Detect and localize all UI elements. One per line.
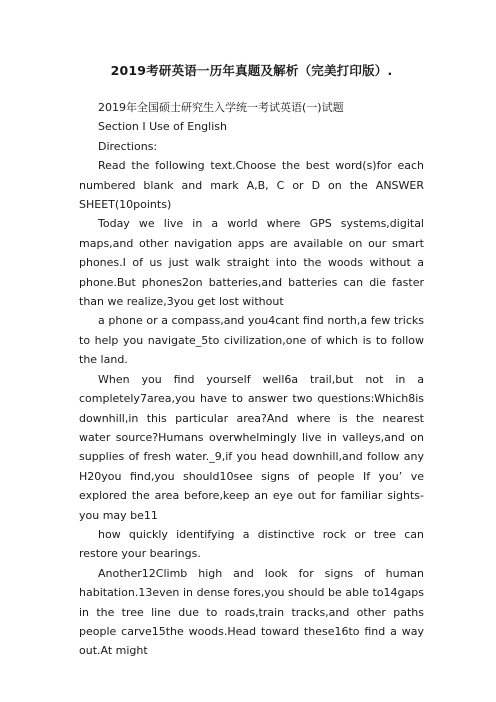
document-page [79, 62, 424, 661]
passage-paragraph-3: When you find yourself well6a trail,but not in a completely7area,you have to answer two questions:Which8is downhill,in this particular area?And where is the nearest water source?Humans overwhelmingly live in valleys,and on supplies of fresh water._9,if you head downhill,and follow any H20you find,you should10see signs of people If you’ ve explored the area before,keep an eye out for familiar sights-you may be11 [79, 372, 424, 522]
directions-label: Directions: [98, 139, 158, 153]
passage-paragraph-5: Another12Climb high and look for signs of human habitation.13even in dense fores,you should be able to14gaps in the tree line due to roads,train tracks,and other paths people carve15the woods.Head toward these16to find a way out.At might [79, 566, 424, 658]
passage-paragraph-1: Today we live in a world where GPS systems,digital maps,and other navigation apps are available on our smart phones.I of us just walk straight into the woods without a phone.But phones2on batteries,and batteries can die faster than we realize,3you get lost without [79, 217, 424, 309]
passage-paragraph-2: a phone or a compass,and you4cant find north,a few tricks to help you navigate_5to civilization,one of which is to follow the land. [79, 314, 424, 367]
directions-text: Read the following text.Choose the best word(s)for each numbered blank and mark A,B, C or D on the ANSWER SHEET(10points) [79, 159, 424, 212]
passage-paragraph-4: how quickly identifying a distinctive rock or tree can restore your bearings. [79, 527, 424, 561]
document-title: 2019考研英语一历年真题及解析（完美打印版）. [110, 63, 393, 78]
exam-heading: 2019年全国硕士研究生入学统一考试英语(一)试题 [98, 101, 344, 114]
section-heading: Section I Use of English [98, 120, 227, 134]
